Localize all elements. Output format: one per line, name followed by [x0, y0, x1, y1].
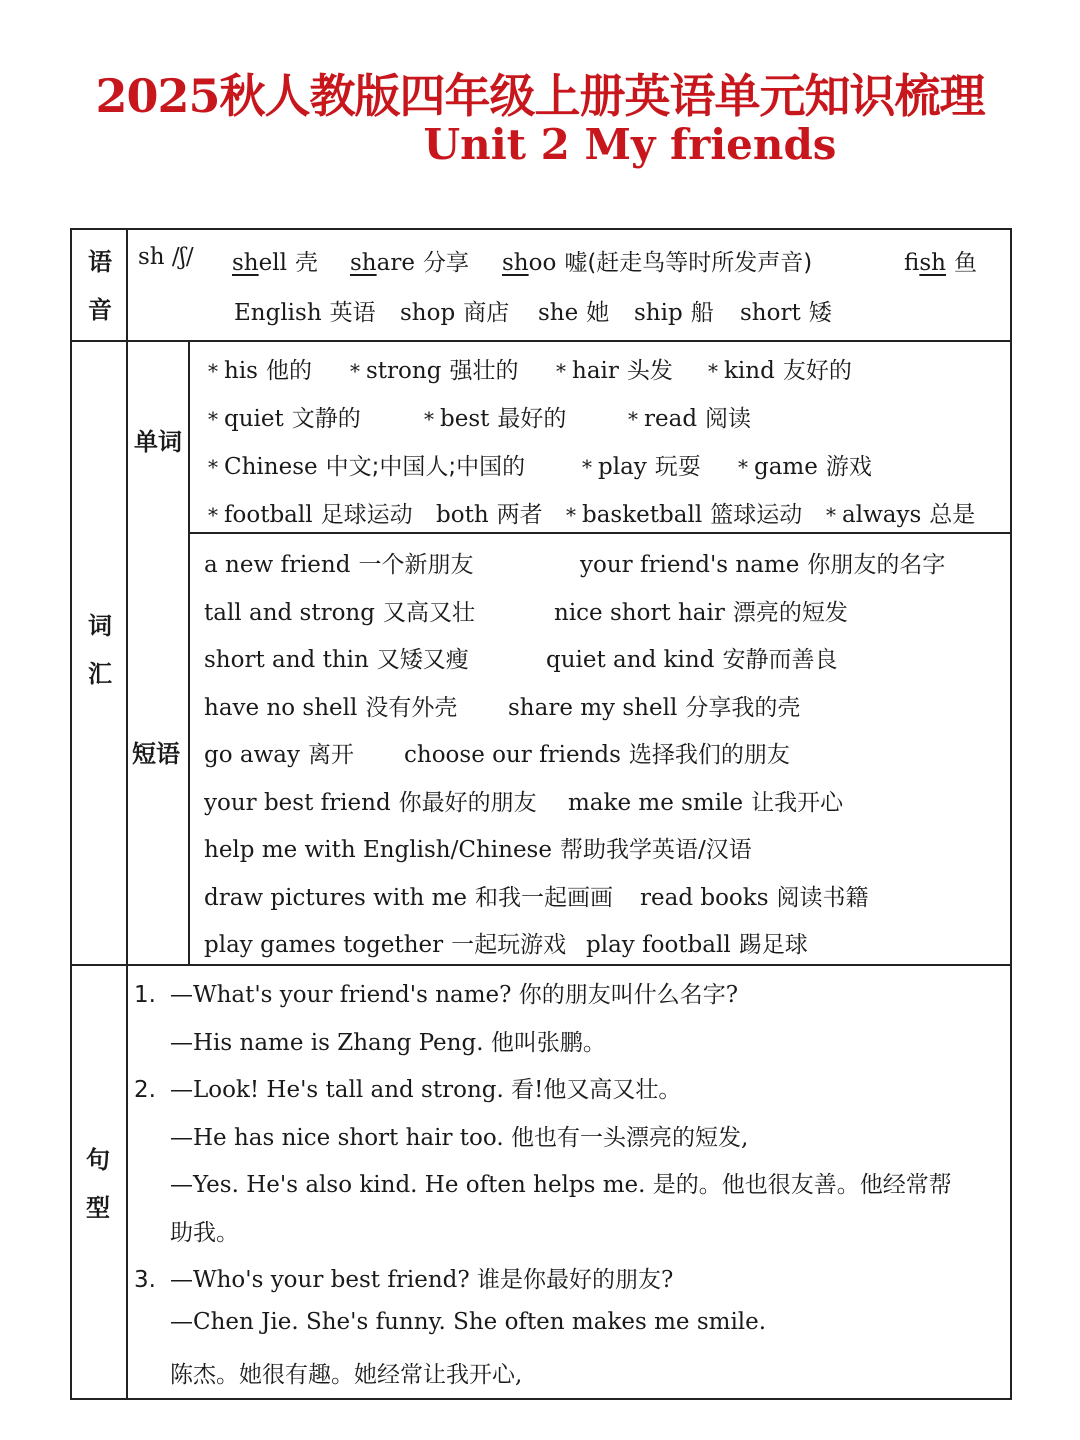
phrase-meaning: 分享我的壳 — [685, 694, 801, 721]
phrase-meaning: 你最好的朋友 — [398, 789, 537, 816]
word-meaning: 游戏 — [825, 454, 872, 480]
word-en: his — [224, 358, 258, 384]
key-word-mark: * — [208, 503, 218, 527]
phrase-en: help me with English/Chinese — [204, 837, 552, 863]
phrase-en: nice short hair — [554, 599, 725, 626]
phonics-word — [234, 294, 376, 327]
phrase-en: have no shell — [204, 694, 358, 721]
word-meaning: 分享 — [422, 250, 469, 276]
sentence-text: —Yes. He's also kind. He often helps me. 是的。他也很友善。他经常帮 — [170, 1172, 952, 1198]
vocab-phrase — [204, 736, 354, 769]
key-word-mark: * — [582, 455, 592, 479]
knowledge-table — [70, 228, 1012, 1400]
sentence-text: —Who's your best friend? 谁是你最好的朋友? — [169, 1267, 674, 1293]
divider-sublabel-column — [188, 340, 190, 964]
sentence-text: —Look! He's tall and strong. 看!他又高又壮。 — [169, 1077, 682, 1103]
phrase-meaning: 帮助我学英语/汉语 — [559, 837, 752, 863]
key-word-mark: * — [424, 407, 434, 431]
sentence-line — [134, 1071, 681, 1104]
vocab-phrase — [554, 594, 848, 627]
word-meaning: 他的 — [265, 358, 312, 384]
vocab-phrase — [204, 784, 537, 817]
vocab-phrase — [580, 546, 945, 579]
vocab-word — [208, 496, 413, 529]
word-en: shop — [400, 300, 456, 326]
divider-label-column — [126, 230, 128, 1398]
vocab-phrase — [204, 594, 475, 627]
phonics-word — [232, 244, 318, 277]
word-en: she — [538, 300, 579, 326]
phrase-en: tall and strong — [204, 599, 375, 626]
key-word-mark: * — [628, 407, 638, 431]
word-en: quiet — [224, 406, 284, 432]
word-en: strong — [366, 358, 442, 384]
sentence-line — [170, 1356, 522, 1389]
word-en: game — [754, 454, 818, 480]
word-meaning: 船 — [690, 300, 714, 326]
phrase-en: short and thin — [204, 647, 369, 673]
phrase-en: play games together — [204, 932, 444, 958]
sentence-line — [170, 1214, 239, 1247]
key-word-mark: * — [556, 359, 566, 383]
word-meaning: 中文;中国人;中国的 — [325, 454, 526, 480]
phrase-meaning: 一起玩游戏 — [451, 932, 567, 958]
word-meaning: 强壮的 — [449, 358, 519, 384]
word-part: are — [376, 250, 415, 276]
key-word-mark: * — [566, 503, 576, 527]
phrase-meaning: 漂亮的短发 — [732, 599, 848, 626]
word-en: Chinese — [224, 454, 318, 480]
word-meaning: 文静的 — [291, 406, 361, 432]
divider-phonics — [72, 340, 1010, 342]
phrase-meaning: 又高又壮 — [382, 599, 475, 626]
phonics-word — [350, 244, 469, 277]
vocab-phrase — [204, 831, 752, 864]
phonics-word — [904, 244, 977, 277]
sentence-text: —What's your friend's name? 你的朋友叫什么名字? — [169, 982, 739, 1008]
unit-subtitle: Unit 2 My friends — [423, 120, 837, 169]
words-label: 单词 — [134, 428, 182, 456]
vocab-word — [208, 352, 312, 385]
phrase-en: read books — [640, 884, 769, 911]
word-meaning: 篮球运动 — [710, 502, 803, 528]
word-en: best — [440, 406, 490, 432]
phrase-en: quiet and kind — [546, 647, 715, 673]
phrase-meaning: 又矮又瘦 — [376, 647, 469, 673]
phrase-meaning: 没有外壳 — [365, 694, 458, 721]
phrase-meaning: 离开 — [308, 742, 354, 768]
word-part: fi — [904, 250, 920, 276]
phrases-label: 短语 — [132, 740, 180, 768]
sentence-text: 陈杰。她很有趣。她经常让我开心, — [170, 1362, 523, 1388]
vocab-word — [708, 352, 852, 385]
key-word-mark: * — [708, 359, 718, 383]
vocab-word — [738, 448, 872, 481]
sentence-line — [170, 1024, 606, 1057]
word-en: play — [598, 454, 647, 480]
word-en: always — [842, 502, 922, 528]
vocab-word — [208, 448, 525, 481]
word-meaning: 她 — [586, 300, 610, 326]
phrase-en: a new friend — [204, 552, 351, 578]
underlined-letters: sh — [350, 250, 377, 276]
vocab-phrase — [568, 784, 843, 817]
phonics-word — [740, 294, 832, 327]
phonics-sound: sh /ʃ/ — [138, 244, 194, 270]
word-meaning: 总是 — [929, 502, 976, 528]
key-word-mark: * — [208, 407, 218, 431]
vocab-phrase — [640, 879, 869, 912]
sentence-line — [170, 1309, 766, 1335]
phrase-en: go away — [204, 742, 300, 768]
word-en: kind — [724, 358, 775, 384]
word-part: oo — [528, 250, 557, 276]
phonics-word — [538, 294, 609, 327]
sentence-line — [134, 1261, 673, 1294]
vocab-word — [582, 448, 701, 481]
word-meaning: 两者 — [496, 502, 543, 528]
phonics-label: 语 音 — [88, 248, 112, 324]
sentence-text: 助我。 — [170, 1219, 239, 1246]
item-number: 2. — [134, 1077, 156, 1103]
vocab-word — [436, 496, 543, 529]
phrase-en: draw pictures with me — [204, 884, 467, 911]
word-meaning: 英语 — [329, 300, 376, 326]
vocab-phrase — [546, 641, 837, 674]
underlined-letters: sh — [919, 250, 946, 276]
word-en: read — [644, 406, 698, 432]
word-en: both — [436, 502, 489, 528]
vocab-phrase — [204, 879, 613, 912]
vocab-phrase — [204, 926, 566, 959]
phrase-meaning: 踢足球 — [738, 932, 808, 958]
sentence-text: —Chen Jie. She's funny. She often makes me smile. — [170, 1308, 767, 1335]
item-number: 1. — [134, 982, 156, 1008]
phonics-word — [634, 294, 714, 327]
key-word-mark: * — [826, 503, 836, 527]
page-title: 2025秋人教版四年级上册英语单元知识梳理 — [95, 69, 985, 123]
vocab-word — [826, 496, 975, 529]
word-meaning: 壳 — [294, 250, 318, 276]
vocab-word — [556, 352, 673, 385]
word-meaning: 友好的 — [782, 358, 852, 384]
divider-words — [188, 532, 1010, 534]
item-number: 3. — [134, 1267, 156, 1293]
word-en: football — [224, 502, 313, 528]
word-meaning: 鱼 — [953, 250, 977, 276]
vocab-word — [350, 352, 518, 385]
phrase-en: make me smile — [568, 789, 744, 816]
sentence-line — [170, 1166, 952, 1199]
vocab-phrase — [204, 546, 473, 579]
vocab-phrase — [204, 689, 457, 722]
phrase-meaning: 一个新朋友 — [358, 552, 474, 578]
vocab-word — [424, 400, 566, 433]
underlined-letters: sh — [232, 250, 259, 276]
vocab-phrase — [508, 689, 800, 722]
phrase-meaning: 让我开心 — [751, 789, 844, 816]
word-meaning: 阅读 — [705, 406, 752, 432]
word-meaning: 玩耍 — [654, 454, 701, 480]
word-en: ship — [634, 300, 683, 326]
phrase-meaning: 你朋友的名字 — [807, 552, 946, 578]
word-meaning: 足球运动 — [320, 502, 413, 528]
key-word-mark: * — [208, 455, 218, 479]
phrase-en: play football — [586, 932, 731, 958]
vocab-word — [628, 400, 751, 433]
phrase-en: your friend's name — [580, 552, 800, 578]
word-meaning: 商店 — [463, 300, 510, 326]
phrase-meaning: 和我一起画画 — [475, 884, 613, 911]
phrase-en: choose our friends — [404, 742, 621, 768]
key-word-mark: * — [208, 359, 218, 383]
phrase-meaning: 安静而善良 — [722, 647, 838, 673]
word-en: basketball — [582, 502, 703, 528]
vocab-phrase — [404, 736, 790, 769]
word-part: ell — [258, 250, 287, 276]
word-meaning: 矮 — [808, 300, 832, 326]
sentence-line — [170, 1119, 748, 1152]
phrase-meaning: 选择我们的朋友 — [628, 742, 790, 768]
vocab-word — [566, 496, 802, 529]
vocab-label: 词 汇 — [88, 612, 112, 688]
phrase-en: share my shell — [508, 694, 678, 721]
underlined-letters: sh — [502, 250, 529, 276]
key-word-mark: * — [738, 455, 748, 479]
word-en: short — [740, 300, 801, 326]
word-en: English — [234, 300, 322, 326]
word-meaning: 嘘(赶走鸟等时所发声音) — [564, 250, 813, 276]
sentences-label: 句 型 — [86, 1146, 110, 1222]
vocab-phrase — [204, 641, 469, 674]
sentence-line — [134, 976, 738, 1009]
phonics-word — [502, 244, 812, 277]
vocab-phrase — [586, 926, 808, 959]
sentence-text: —He has nice short hair too. 他也有一头漂亮的短发, — [170, 1124, 749, 1151]
word-meaning: 头发 — [626, 358, 673, 384]
phonics-word — [400, 294, 509, 327]
phrase-meaning: 阅读书籍 — [776, 884, 869, 911]
phrase-en: your best friend — [204, 789, 391, 816]
key-word-mark: * — [350, 359, 360, 383]
divider-vocab — [72, 964, 1010, 966]
vocab-word — [208, 400, 361, 433]
word-meaning: 最好的 — [497, 406, 567, 432]
sentence-text: —His name is Zhang Peng. 他叫张鹏。 — [170, 1029, 606, 1056]
word-en: hair — [572, 358, 619, 384]
